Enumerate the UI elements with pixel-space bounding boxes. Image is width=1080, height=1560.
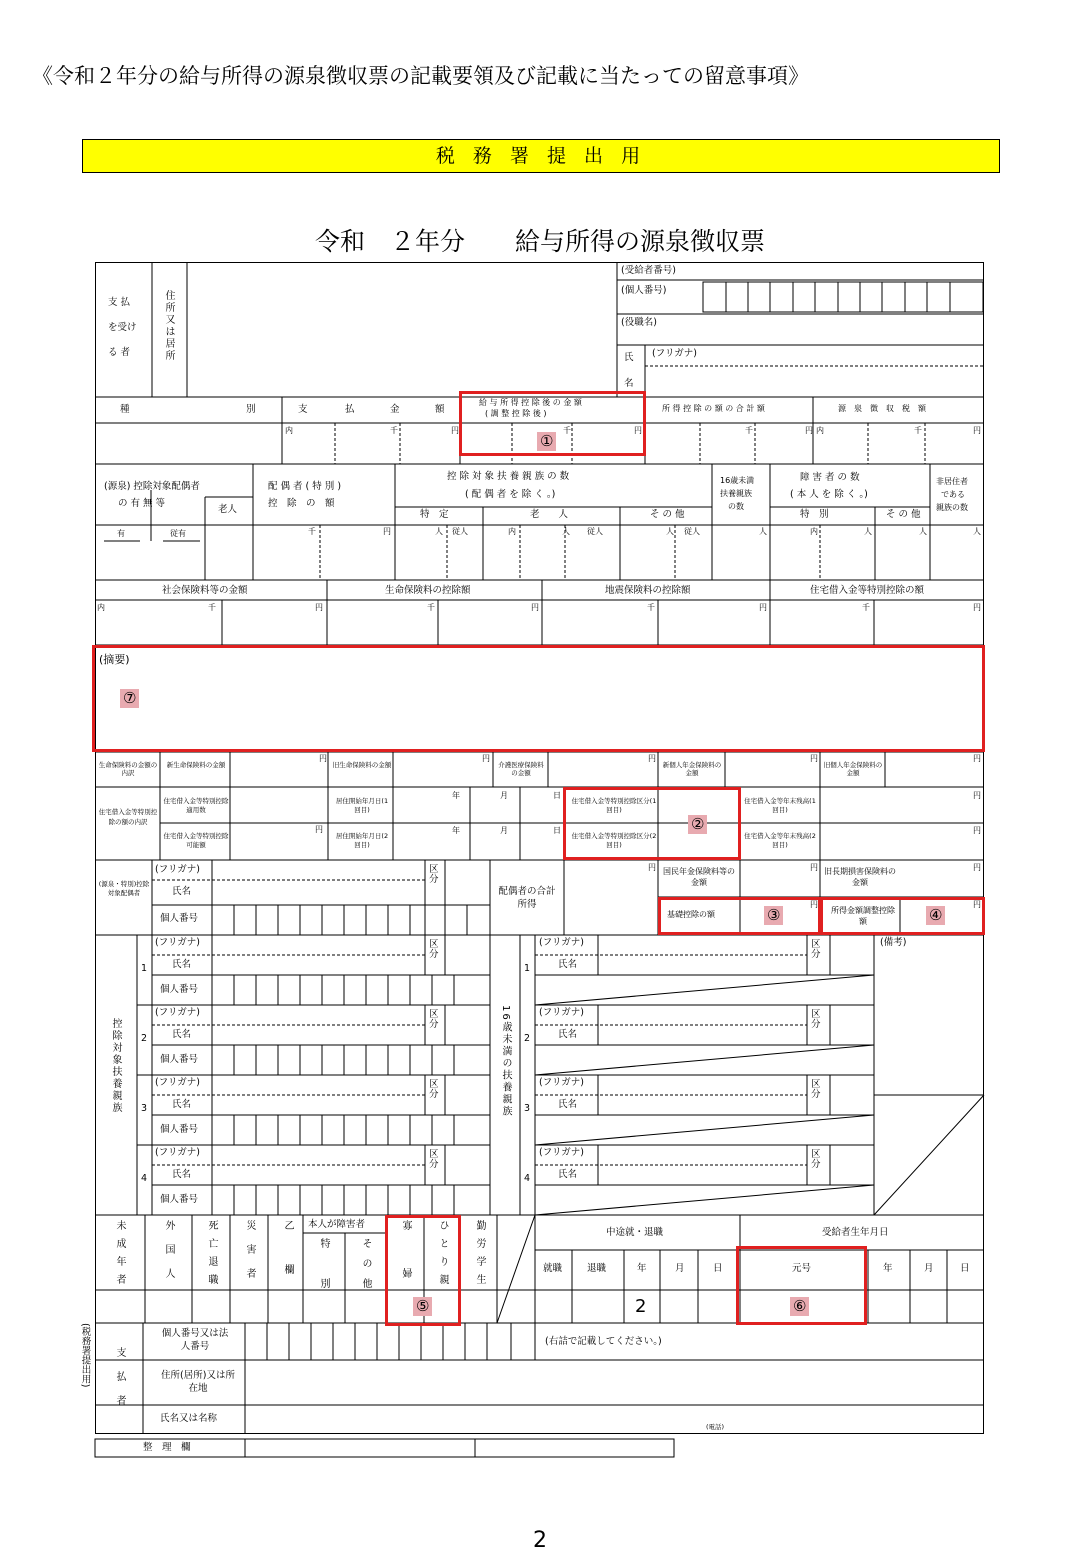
spouse-status-label-2: の 有 無 等 [118,498,166,509]
submission-banner: 税 務 署 提 出 用 [82,139,1000,173]
income-adjustment-label: 所得金額調整控除額 [831,906,895,927]
highlight-housing-class [563,787,741,860]
dependent-name-label: 氏名 [172,959,192,970]
highlight-summary [92,645,985,752]
after-deduction-label: 給 与 所 得 控 除 後 の 金 額 [479,398,582,407]
under16-furigana-label: (フリガナ) [539,1007,584,1018]
dependent-number-label: 個人番号 [160,984,199,995]
yen-mark: 円 [531,603,539,612]
day-label: 日 [713,1263,723,1274]
inner-mark: 内 [816,426,824,435]
page-heading: 《令和２年分の給与所得の源泉徴収票の記載要領及び記載に当たっての留意事項》 [32,64,809,88]
yen-mark: 円 [973,863,981,872]
withholding-label: 源 泉 徴 収 税 額 [838,404,926,413]
thousand-mark: 千 [390,426,398,435]
marker-6: ⑥ [790,1297,809,1316]
yen-mark: 円 [451,426,459,435]
marker-7: ⑦ [120,689,139,708]
yen-mark: 円 [315,825,323,834]
under16-class-label: 区分 [811,939,821,960]
under16-furigana-label: (フリガナ) [539,937,584,948]
housing-balance-1-label: 住宅借入金等年末残高(1回目) [744,797,816,815]
nonresident-label-2: である [941,490,965,499]
elderly-label: 老人 [218,504,238,515]
era-label: 元号 [792,1263,812,1274]
dependent-index-3: 3 [141,1103,148,1114]
thousand-mark: 千 [563,426,571,435]
marker-1: ① [537,432,556,451]
yen-mark: 円 [973,791,981,800]
year-label: 年 [883,1263,893,1274]
thousand-mark: 千 [647,603,655,612]
marker-5: ⑤ [413,1297,432,1316]
working-student-label: 勤労学生 [474,1220,485,1292]
day-mark: 日 [553,826,561,835]
under16-name-label: 氏名 [558,1099,578,1110]
dependent-furigana-label: (フリガナ) [155,937,200,948]
national-pension-label: 国民年金保険料等の金額 [663,867,735,888]
dependent-class-label: 区分 [429,939,439,960]
month-mark: 月 [500,826,508,835]
after-deduction-label-2: ( 調 整 控 除 後 ) [485,409,547,418]
hire-label: 就職 [543,1263,563,1274]
thousand-mark: 千 [914,426,922,435]
under16-label: 16歳未満 [720,476,755,485]
old-pension-label: 旧個人年金保険料の金額 [823,761,883,778]
under16-name-label: 氏名 [558,1029,578,1040]
dependent-number-label: 個人番号 [160,1194,199,1205]
yes-label: 有 [117,529,125,538]
housing-class-1-label: 住宅借入金等特別控除区分(1回目) [571,797,657,815]
total-deduction-label: 所 得 控 除 の 額 の 合 計 額 [662,404,765,413]
highlight-income-adjustment [820,897,985,935]
otsu-column-label: 乙欄 [282,1220,293,1308]
spouse-status-label: (源泉) 控除対象配偶者 [104,481,200,492]
person-mark: 人 [666,527,674,536]
thousand-mark: 千 [208,603,216,612]
under16-label-2: 扶養親族 [720,489,752,498]
yen-mark: 円 [810,863,818,872]
yen-mark: 円 [973,426,981,435]
yen-mark: 円 [319,754,327,763]
thousand-mark: 千 [308,527,316,536]
remarks-label: (備考) [880,937,907,948]
year-value: 2 [635,1296,647,1317]
person-mark: 人 [864,527,872,536]
under16-furigana-label: (フリガナ) [539,1147,584,1158]
under16-index-1: 1 [524,963,531,974]
payment-label: 支 [298,404,308,415]
self-disabled-label: 本人が障害者 [308,1219,366,1230]
under16-index-3: 3 [524,1103,531,1114]
spouse-number-label: 個人番号 [160,913,199,924]
self-special-label: 特別 [318,1238,329,1318]
person-mark: 人 [919,527,927,536]
new-life-label: 新生命保険料の金額 [166,761,226,769]
marker-2: ② [688,815,707,834]
disabled-label-2: ( 本 人 を 除 く 。) [790,489,868,500]
phone-label: (電話) [706,1423,725,1431]
under16-name-label: 氏名 [558,1169,578,1180]
mid-year-label: 中途就・退職 [606,1227,664,1238]
payer-name-label: 氏名又は名称 [160,1413,218,1424]
inner-mark: 内 [285,426,293,435]
special-label: 特 別 [800,509,829,520]
thousand-mark: 千 [427,603,435,612]
payment-label-3: 金 [390,404,400,415]
under16-name-label: 氏名 [558,959,578,970]
thousand-mark: 千 [745,426,753,435]
thousand-mark: 千 [862,603,870,612]
old-long-term-insurance-label: 旧長期損害保険料の金額 [824,867,896,888]
care-insurance-label: 介護医療保険料の金額 [498,761,544,778]
spouse-name-label: 氏名 [172,886,192,897]
person-mark: 人 [435,527,443,536]
under16-vertical-label: 16歳未満の扶養親族 [500,1005,511,1118]
sub-person-mark: 従人 [684,527,700,536]
earthquake-insurance-label: 地震保険料の控除額 [605,585,691,596]
person-mark: 人 [973,527,981,536]
sub-yes-label: 従有 [170,529,186,538]
single-parent-label: ひとり親 [437,1220,448,1292]
payer-address-label: 住所(居所)又は所在地 [161,1370,235,1394]
month-mark: 月 [500,791,508,800]
dependent-name-label: 氏名 [172,1169,192,1180]
name-label-2: 名 [624,378,634,389]
under16-class-label: 区分 [811,1079,821,1100]
foreigner-label: 外国人 [163,1220,174,1292]
nonresident-label: 非居住者 [936,477,968,486]
person-mark: 人 [562,527,570,536]
under16-class-label: 区分 [811,1009,821,1030]
dependent-class-label: 区分 [429,1009,439,1030]
payment-label-4: 額 [435,404,445,415]
spouse-deduction-label-2: 控 除 の 額 [268,498,335,509]
yen-mark: 円 [648,754,656,763]
yen-mark: 円 [315,603,323,612]
yen-mark: 円 [973,900,981,909]
payee-label-2: を受け [108,322,137,333]
life-insurance-label: 生命保険料の控除額 [385,585,471,596]
move-in-date-2-label: 居住開始年月日(2回目) [335,832,389,850]
dependent-furigana-label: (フリガナ) [155,1077,200,1088]
spouse-furigana-label: (フリガナ) [155,864,200,875]
under16-index-4: 4 [524,1173,531,1184]
payer-label: 支払者 [114,1347,125,1419]
furigana-label: (フリガナ) [652,348,697,359]
dependent-name-label: 氏名 [172,1029,192,1040]
dependent-count-label: 控 除 対 象 扶 養 親 族 の 数 [447,471,570,482]
yen-mark: 円 [973,826,981,835]
housing-balance-2-label: 住宅借入金等年末残高(2回目) [744,832,816,850]
payer-number-label: 個人番号又は法人番号 [161,1328,229,1352]
spouse-label: (源泉・特別)控除対象配偶者 [98,880,150,898]
housing-applicable-label: 住宅借入金等特別控除適用数 [163,797,229,815]
yen-mark: 円 [810,900,818,909]
dependents-vertical-label: 控除対象扶養親族 [110,1018,121,1114]
payment-label-2: 払 [345,404,355,415]
year-mark: 年 [452,826,460,835]
new-pension-label: 新個人年金保険料の金額 [662,761,722,778]
dependent-name-label: 氏名 [172,1099,192,1110]
self-other-label: その他 [360,1238,371,1298]
yen-mark: 円 [759,603,767,612]
yen-mark: 円 [810,754,818,763]
inner-mark: 内 [97,603,105,612]
housing-breakdown-label: 住宅借入金等特別控除の額の内訳 [98,808,158,826]
spouse-class-label: 区分 [429,864,439,885]
individual-number-label: (個人番号) [621,285,667,296]
housing-class-2-label: 住宅借入金等特別控除区分(2回目) [571,832,657,850]
yen-mark: 円 [973,754,981,763]
yen-mark: 円 [973,603,981,612]
old-life-label: 旧生命保険料の金額 [332,761,392,769]
disabled-label: 障 害 者 の 数 [800,472,860,483]
recipient-number-label: (受給者番号) [621,265,676,276]
dependent-number-label: 個人番号 [160,1124,199,1135]
other-label: そ の 他 [650,509,685,520]
dependent-class-label: 区分 [429,1149,439,1170]
highlight-basic-deduction [658,897,821,935]
marker-4: ④ [926,906,945,925]
address-label: 住所又は居所 [163,290,174,362]
day-label: 日 [960,1263,970,1274]
other-label: そ の 他 [886,509,921,520]
right-align-note: (右詰で記載してください。) [545,1336,662,1347]
dependent-furigana-label: (フリガナ) [155,1007,200,1018]
specific-label: 特 定 [420,509,449,520]
type-label: 種 [120,404,130,415]
sub-person-mark: 従人 [587,527,603,536]
month-label: 月 [675,1263,685,1274]
old-label: 老 人 [530,509,569,520]
summary-label: (摘要) [99,653,130,666]
under16-index-2: 2 [524,1033,531,1044]
position-label: (役職名) [621,317,657,328]
day-mark: 日 [553,791,561,800]
payee-label: 支 払 [108,297,131,308]
form-title: 令和 ２年分 給与所得の源泉徴収票 [314,227,765,256]
yen-mark: 円 [648,863,656,872]
tax-office-side-label: (税務署提出用) [79,1323,91,1388]
spouse-deduction-label: 配 偶 者 ( 特 別 ) [268,481,342,492]
disaster-label: 災害者 [244,1220,255,1292]
move-in-date-1-label: 居住開始年月日(1回目) [335,797,389,815]
month-label: 月 [924,1263,934,1274]
type-label-2: 別 [246,404,256,415]
dependent-index-4: 4 [141,1173,148,1184]
retire-label: 退職 [587,1263,607,1274]
housing-loan-label: 住宅借入金等特別控除の額 [810,585,925,596]
life-breakdown-label: 生命保険料の金額の内訳 [98,761,158,778]
dependent-furigana-label: (フリガナ) [155,1147,200,1158]
death-retirement-label: 死亡退職 [206,1220,217,1292]
dependent-count-label-2: ( 配 偶 者 を 除 く 。) [465,489,556,500]
marker-3: ③ [764,906,783,925]
dependent-number-label: 個人番号 [160,1054,199,1065]
birth-date-label: 受給者生年月日 [822,1227,889,1238]
admin-label: 整 理 欄 [143,1442,191,1453]
dependent-index-1: 1 [141,963,148,974]
year-mark: 年 [452,791,460,800]
yen-mark: 円 [383,527,391,536]
spouse-income-label: 配偶者の合計所得 [498,886,556,911]
page-number: 2 [533,1528,547,1553]
widow-label: 寡婦 [400,1220,411,1316]
under16-furigana-label: (フリガナ) [539,1077,584,1088]
minor-label: 未成年者 [114,1220,125,1292]
payee-label-3: る 者 [108,347,131,358]
under16-label-3: の数 [728,502,744,511]
yen-mark: 円 [805,426,813,435]
yen-mark: 円 [482,754,490,763]
social-insurance-label: 社会保険料等の金額 [162,585,248,596]
yen-mark: 円 [634,426,642,435]
dependent-index-2: 2 [141,1033,148,1044]
nonresident-label-3: 親族の数 [936,503,968,512]
year-label: 年 [637,1263,647,1274]
inner-mark: 内 [508,527,516,536]
under16-class-label: 区分 [811,1149,821,1170]
dependent-class-label: 区分 [429,1079,439,1100]
housing-possible-label: 住宅借入金等特別控除可能額 [163,832,229,850]
basic-deduction-label: 基礎控除の額 [667,910,715,919]
person-mark: 人 [759,527,767,536]
inner-mark: 内 [810,527,818,536]
name-label: 氏 [624,352,634,363]
sub-person-mark: 従人 [452,527,468,536]
